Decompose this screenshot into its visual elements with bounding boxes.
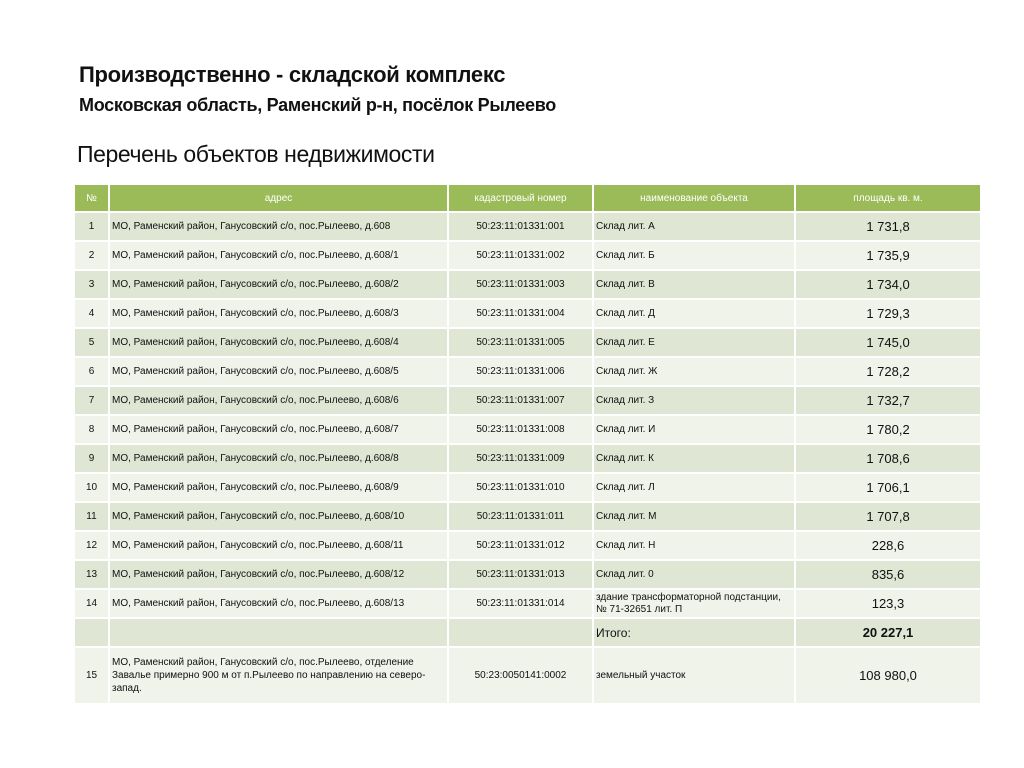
table-row [74, 502, 981, 531]
row-address: МО, Раменский район, Ганусовский с/о, пос.Рылеево, д.608/5 [109, 357, 448, 386]
row-address: МО, Раменский район, Ганусовский с/о, пос.Рылеево, д.608/9 [109, 473, 448, 502]
table-row [74, 444, 981, 473]
row-number: 6 [74, 357, 109, 386]
row-cadastral-number: 50:23:0050141:0002 [448, 647, 593, 704]
total-empty-address [109, 618, 448, 647]
row-cadastral-number: 50:23:11:01331:005 [448, 328, 593, 357]
row-area: 1 706,1 [795, 473, 981, 502]
row-address: МО, Раменский район, Ганусовский с/о, пос.Рылеево, д.608/4 [109, 328, 448, 357]
row-address: МО, Раменский район, Ганусовский с/о, пос.Рылеево, д.608/2 [109, 270, 448, 299]
row-cadastral-number: 50:23:11:01331:002 [448, 241, 593, 270]
row-number: 15 [74, 647, 109, 704]
row-object-name: Склад лит. 0 [593, 560, 795, 589]
row-area: 1 732,7 [795, 386, 981, 415]
row-area: 1 708,6 [795, 444, 981, 473]
row-number: 10 [74, 473, 109, 502]
row-address: МО, Раменский район, Ганусовский с/о, пос.Рылеево, отделение Завалье примерно 900 м от п.Рылеево по направлению на северо-запад. [109, 647, 448, 704]
row-object-name: Склад лит. И [593, 415, 795, 444]
table-body [74, 212, 981, 704]
column-header-address: адрес [109, 184, 448, 212]
row-object-name: Склад лит. М [593, 502, 795, 531]
row-area: 835,6 [795, 560, 981, 589]
row-area: 123,3 [795, 589, 981, 618]
row-cadastral-number: 50:23:11:01331:001 [448, 212, 593, 241]
table-row [74, 473, 981, 502]
row-object-name: Склад лит. Ж [593, 357, 795, 386]
row-area: 1 707,8 [795, 502, 981, 531]
row-number: 13 [74, 560, 109, 589]
row-cadastral-number: 50:23:11:01331:009 [448, 444, 593, 473]
table-row [74, 560, 981, 589]
row-number: 8 [74, 415, 109, 444]
row-object-name: Склад лит. Н [593, 531, 795, 560]
row-number: 7 [74, 386, 109, 415]
row-number: 9 [74, 444, 109, 473]
table-row [74, 647, 981, 704]
table-row [74, 415, 981, 444]
row-address: МО, Раменский район, Ганусовский с/о, пос.Рылеево, д.608/1 [109, 241, 448, 270]
row-area: 108 980,0 [795, 647, 981, 704]
row-cadastral-number: 50:23:11:01331:011 [448, 502, 593, 531]
row-cadastral-number: 50:23:11:01331:012 [448, 531, 593, 560]
total-label: Итого: [593, 618, 795, 647]
row-number: 12 [74, 531, 109, 560]
page-subtitle: Московская область, Раменский р-н, посёлок Рылеево [79, 95, 556, 115]
row-address: МО, Раменский район, Ганусовский с/о, пос.Рылеево, д.608/10 [109, 502, 448, 531]
total-empty-cadastral [448, 618, 593, 647]
row-area: 1 745,0 [795, 328, 981, 357]
table-row [74, 357, 981, 386]
row-address: МО, Раменский район, Ганусовский с/о, пос.Рылеево, д.608/6 [109, 386, 448, 415]
row-object-name: Склад лит. Л [593, 473, 795, 502]
row-object-name: Склад лит. З [593, 386, 795, 415]
row-address: МО, Раменский район, Ганусовский с/о, пос.Рылеево, д.608/3 [109, 299, 448, 328]
row-cadastral-number: 50:23:11:01331:004 [448, 299, 593, 328]
list-title: Перечень объектов недвижимости [77, 141, 435, 167]
row-address: МО, Раменский район, Ганусовский с/о, пос.Рылеево, д.608/11 [109, 531, 448, 560]
page-title: Производственно - складской комплекс [79, 62, 506, 87]
table-row [74, 241, 981, 270]
row-object-name: Склад лит. К [593, 444, 795, 473]
row-object-name: Склад лит. Е [593, 328, 795, 357]
row-object-name: Склад лит. Б [593, 241, 795, 270]
row-object-name: Склад лит. Д [593, 299, 795, 328]
row-cadastral-number: 50:23:11:01331:008 [448, 415, 593, 444]
row-area: 1 735,9 [795, 241, 981, 270]
table-row [74, 531, 981, 560]
row-area: 1 780,2 [795, 415, 981, 444]
total-row [74, 618, 981, 647]
table-row [74, 299, 981, 328]
row-address: МО, Раменский район, Ганусовский с/о, пос.Рылеево, д.608/12 [109, 560, 448, 589]
row-address: МО, Раменский район, Ганусовский с/о, пос.Рылеево, д.608 [109, 212, 448, 241]
row-area: 228,6 [795, 531, 981, 560]
row-cadastral-number: 50:23:11:01331:007 [448, 386, 593, 415]
row-cadastral-number: 50:23:11:01331:006 [448, 357, 593, 386]
table-row [74, 212, 981, 241]
table-header-row [74, 184, 981, 212]
table-row [74, 328, 981, 357]
column-header-object-name: наименование объекта [593, 184, 795, 212]
row-number: 2 [74, 241, 109, 270]
row-number: 14 [74, 589, 109, 618]
row-cadastral-number: 50:23:11:01331:013 [448, 560, 593, 589]
row-cadastral-number: 50:23:11:01331:003 [448, 270, 593, 299]
row-object-name: Склад лит. А [593, 212, 795, 241]
row-area: 1 734,0 [795, 270, 981, 299]
objects-table [73, 183, 982, 705]
row-area: 1 728,2 [795, 357, 981, 386]
table-row [74, 270, 981, 299]
row-cadastral-number: 50:23:11:01331:014 [448, 589, 593, 618]
row-object-name: Склад лит. В [593, 270, 795, 299]
column-header-num: № [74, 184, 109, 212]
column-header-area: площадь кв. м. [795, 184, 981, 212]
row-object-name: земельный участок [593, 647, 795, 704]
row-address: МО, Раменский район, Ганусовский с/о, пос.Рылеево, д.608/8 [109, 444, 448, 473]
row-address: МО, Раменский район, Ганусовский с/о, пос.Рылеево, д.608/7 [109, 415, 448, 444]
row-number: 3 [74, 270, 109, 299]
row-address: МО, Раменский район, Ганусовский с/о, пос.Рылеево, д.608/13 [109, 589, 448, 618]
column-header-cadastral: кадастровый номер [448, 184, 593, 212]
row-number: 1 [74, 212, 109, 241]
total-empty-num [74, 618, 109, 647]
row-number: 11 [74, 502, 109, 531]
row-cadastral-number: 50:23:11:01331:010 [448, 473, 593, 502]
row-number: 5 [74, 328, 109, 357]
table-row [74, 589, 981, 618]
row-area: 1 731,8 [795, 212, 981, 241]
row-area: 1 729,3 [795, 299, 981, 328]
table-row [74, 386, 981, 415]
row-object-name: здание трансформаторной подстанции, № 71-32651 лит. П [593, 589, 795, 618]
row-number: 4 [74, 299, 109, 328]
total-value: 20 227,1 [795, 618, 981, 647]
